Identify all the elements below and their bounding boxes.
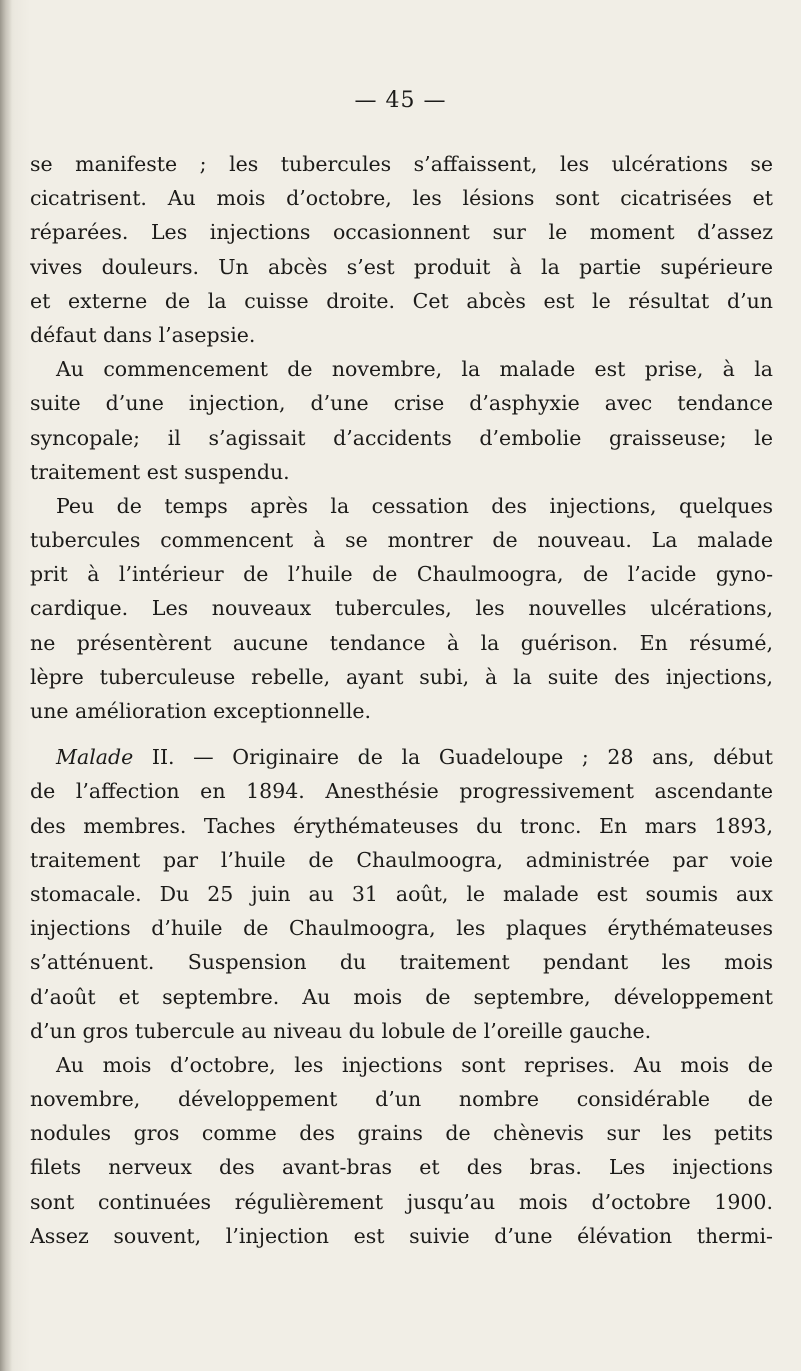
text-line: Au mois d’octobre, les injections sont reprises. Au mois de xyxy=(56,1052,773,1077)
page-gutter-shadow xyxy=(0,0,12,1371)
text-line: sont continuées régulièrement jusqu’au mois d’octobre 1900. xyxy=(30,1189,773,1214)
paragraph xyxy=(30,1048,773,1253)
text-line: novembre, développement d’un nombre considérable de xyxy=(30,1087,773,1112)
text-line: filets nerveux des avant-bras et des bras. Les injections xyxy=(30,1155,773,1180)
section-gap xyxy=(30,728,773,740)
text-line: réparées. Les injections occasionnent sur le moment d’assez xyxy=(30,220,773,245)
text-line: une amélioration exceptionnelle. xyxy=(30,699,372,723)
case-paragraph xyxy=(30,740,773,1048)
text-line: Au commencement de novembre, la malade est prise, à la xyxy=(56,357,773,382)
text-line: se manifeste ; les tubercules s’affaissent, les ulcérations se xyxy=(30,152,773,176)
text-line: défaut dans l’asepsie. xyxy=(30,322,256,347)
page-number: — 45 — xyxy=(354,88,447,113)
text-line: d’un gros tubercule au niveau du lobule de l’oreille gauche. xyxy=(30,1018,652,1043)
text-line: et externe de la cuisse droite. Cet abcès est le résultat d’un xyxy=(30,288,773,313)
text-line: Assez souvent, l’injection est suivie d’une élévation thermi- xyxy=(30,1223,773,1248)
case-first-line: II. — Originaire de la Guadeloupe ; 28 ans, début xyxy=(151,745,773,770)
text-line: Peu de temps après la cessation des injections, quelques xyxy=(56,493,773,518)
paragraph xyxy=(30,352,773,489)
text-line: nodules gros comme des grains de chènevis sur les petits xyxy=(30,1121,773,1146)
text-line: des membres. Taches érythémateuses du tronc. En mars 1893, xyxy=(30,813,773,838)
text-line: d’août et septembre. Au mois de septembre, développement xyxy=(30,984,773,1009)
text-line: stomacale. Du 25 juin au 31 août, le malade est soumis aux xyxy=(30,881,773,906)
text-line: de l’affection en 1894. Anesthésie progressivement ascendante xyxy=(30,779,773,804)
text-line: traitement par l’huile de Chaulmoogra, administrée par voie xyxy=(30,847,773,872)
text-line: cardique. Les nouveaux tubercules, les nouvelles ulcérations, xyxy=(30,596,773,621)
text-line: traitement est suspendu. xyxy=(30,459,290,484)
text-line: cicatrisent. Au mois d’octobre, les lésions sont cicatrisées et xyxy=(30,186,773,211)
body-text xyxy=(30,147,773,1253)
paragraph xyxy=(30,489,773,728)
text-line xyxy=(30,740,773,774)
text-line: syncopale; il s’agissait d’accidents d’embolie graisseuse; le xyxy=(30,425,773,450)
text-line: ne présentèrent aucune tendance à la guérison. En résumé, xyxy=(30,630,773,655)
text-line: suite d’une injection, d’une crise d’asphyxie avec tendance xyxy=(30,391,773,416)
text-line: s’atténuent. Suspension du traitement pendant les mois xyxy=(30,950,773,975)
text-line: vives douleurs. Un abcès s’est produit à la partie supérieure xyxy=(30,254,773,279)
text-line: lèpre tuberculeuse rebelle, ayant subi, à la suite des injections, xyxy=(30,664,773,689)
text-line: injections d’huile de Chaulmoogra, les plaques érythémateuses xyxy=(30,916,773,941)
case-label: Malade xyxy=(56,745,134,770)
paragraph xyxy=(30,147,773,352)
text-line: tubercules commencent à se montrer de nouveau. La malade xyxy=(30,528,773,553)
text-line: prit à l’intérieur de l’huile de Chaulmoogra, de l’acide gyno- xyxy=(30,562,773,587)
